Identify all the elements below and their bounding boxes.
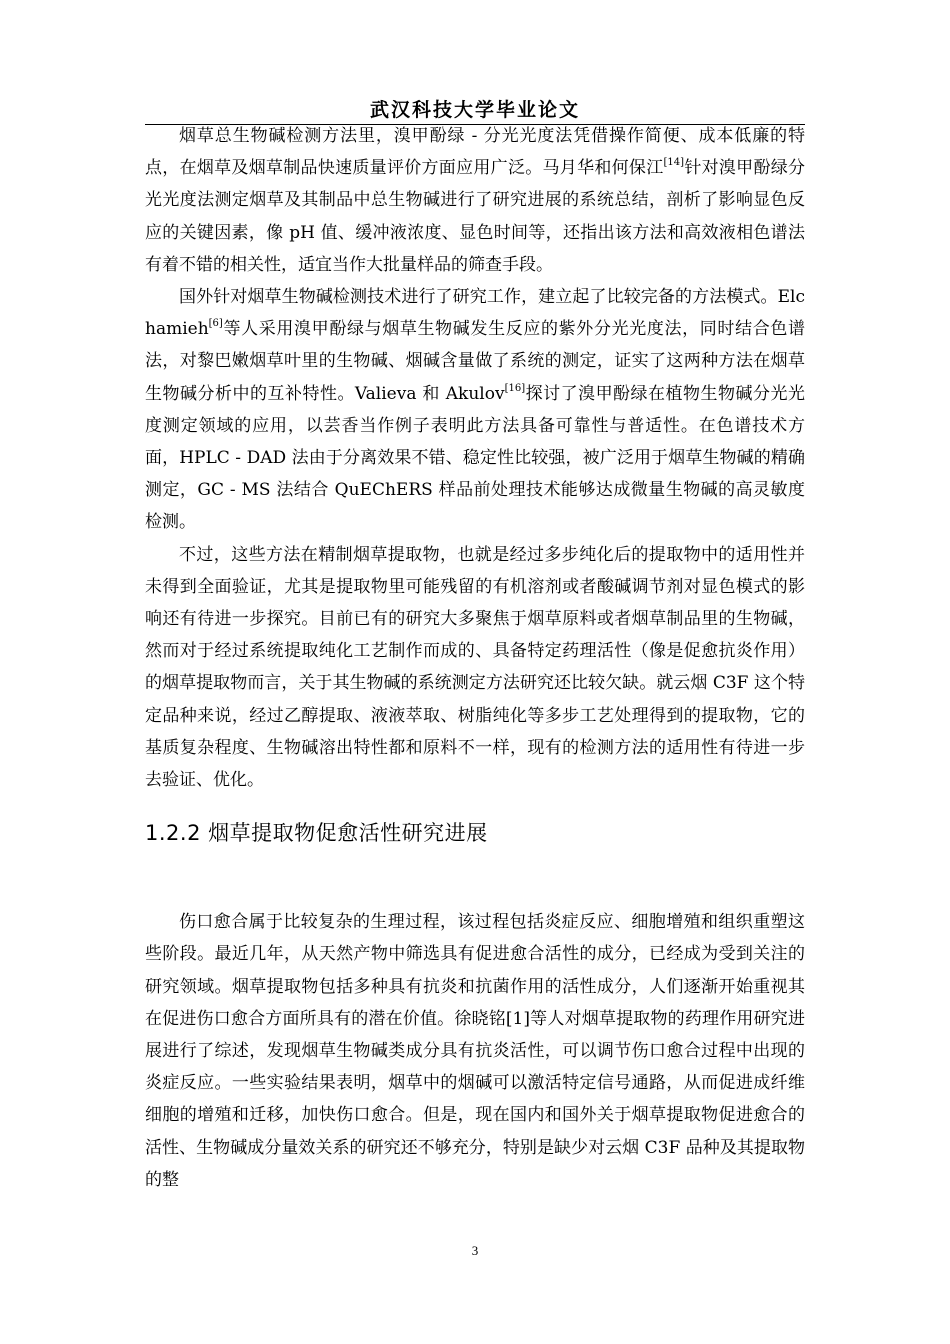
paragraph-4: [145, 906, 805, 1196]
paragraph-2-text-2: 等人采用溴甲酚绿与烟草生物碱发生反应的紫外分光光度法，同时结合色谱法，对黎巴嫩烟草叶里的生物碱、烟碱含量做了系统的测定，证实了这两种方法在烟草生物碱分析中的互补特性。Valieva 和 Akulov: [145, 319, 805, 404]
paragraph-1-text-2: 针对溴甲酚绿分光光度法测定烟草及其制品中总生物碱进行了研究进展的系统总结，剖析了影响显色反应的关键因素，像 pH 值、缓冲液浓度、显色时间等，还指出该方法和高效液相色谱法有着不错的相关性，适宜当作大批量样品的筛查手段。: [145, 158, 806, 275]
citation-16: [16]: [504, 382, 526, 394]
paragraph-2: [145, 281, 805, 539]
paragraph-2-text-3: 探讨了溴甲酚绿在植物生物碱分光光度测定领域的应用，以芸香当作例子表明此方法具备可靠性与普适性。在色谱技术方面，HPLC - DAD 法由于分离效果不错、稳定性比较强，被广泛用于烟草生物碱的精确测定，GC - MS 法结合 QuEChERS 样品前处理技术能够达成微量生物碱的高灵敏度检测。: [145, 383, 806, 533]
paragraph-3: [145, 539, 805, 797]
paragraph-1-text-1: 烟草总生物碱检测方法里，溴甲酚绿 - 分光光度法凭借操作简便、成本低廉的特点，在烟草及烟草制品快速质量评价方面应用广泛。马月华和何保江: [145, 126, 805, 179]
paragraph-2-text-1: 国外针对烟草生物碱检测技术进行了研究工作，建立起了比较完备的方法模式。Elchamieh: [145, 287, 805, 340]
paragraph-3-text-1: 不过，这些方法在精制烟草提取物，也就是经过多步纯化后的提取物中的适用性并未得到全面验证，尤其是提取物里可能残留的有机溶剂或者酸碱调节剂对显色模式的影响还有待进一步探究。目前已有的研究大多聚焦于烟草原料或者烟草制品里的生物碱，然而对于经过系统提取纯化工艺制作而成的、具备特定药理活性（像是促愈抗炎作用）的烟草提取物而言，关于其生物碱的系统测定方法研究还比较欠缺。就云烟 C3F 这个特定品种来说，经过乙醇提取、液液萃取、树脂纯化等多步工艺处理得到的提取物，它的基质复杂程度、生物碱溶出特性都和原料不一样，现有的检测方法的适用性有待进一步去验证、优化。: [145, 544, 805, 791]
document-body: [145, 120, 805, 1196]
page-number: 3: [471, 1243, 479, 1258]
paragraph-1: [145, 120, 805, 281]
citation-14: [14]: [663, 157, 685, 169]
section-heading: 1.2.2 烟草提取物促愈活性研究进展: [145, 821, 488, 846]
page-header-title: 武汉科技大学毕业论文: [369, 99, 580, 121]
citation-6: [6]: [208, 318, 223, 330]
paragraph-4-text-1: 伤口愈合属于比较复杂的生理过程，该过程包括炎症反应、细胞增殖和组织重塑这些阶段。最近几年，从天然产物中筛选具有促进愈合活性的成分，已经成为受到关注的研究领域。烟草提取物包括多种具有抗炎和抗菌作用的活性成分，人们逐渐开始重视其在促进伤口愈合方面所具有的潜在价值。徐晓铭[1]等人对烟草提取物的药理作用研究进展进行了综述，发现烟草生物碱类成分具有抗炎活性，可以调节伤口愈合过程中出现的炎症反应。一些实验结果表明，烟草中的烟碱可以激活特定信号通路，从而促进成纤维细胞的增殖和迁移，加快伤口愈合。但是，现在国内和国外关于烟草提取物促进愈合的活性、生物碱成分量效关系的研究还不够充分，特别是缺少对云烟 C3F 品种及其提取物的整: [145, 912, 805, 1190]
